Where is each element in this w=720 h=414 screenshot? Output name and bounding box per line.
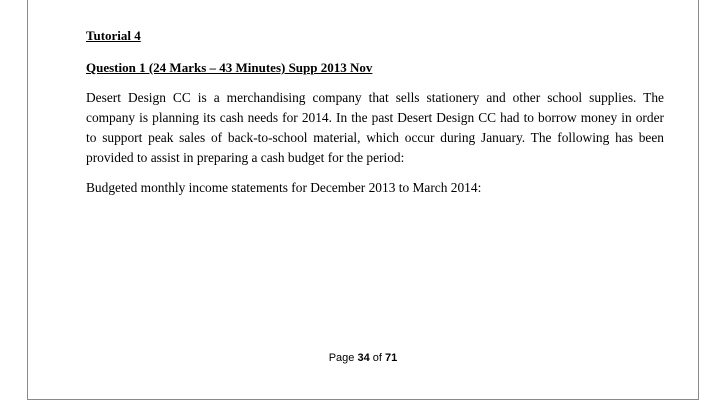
total-pages-number: 71 [385, 352, 398, 364]
question-title: Question 1 (24 Marks – 43 Minutes) Supp 2013 Nov [86, 60, 373, 75]
document-page [27, 0, 699, 400]
budget-intro-paragraph: Budgeted monthly income statements for December 2013 to March 2014: [86, 180, 482, 195]
tutorial-title: Tutorial 4 [86, 28, 141, 43]
page-content [86, 28, 664, 208]
page-label: Page [328, 352, 355, 364]
current-page-number: 34 [357, 352, 370, 364]
intro-paragraph: Desert Design CC is a merchandising company that sells stationery and other school supplies. The company is planning its cash needs for 2014. In the past Desert Design CC had to borrow money in order to support peak sales of back-to-school material, which occur during January. The following has been provided to assist in preparing a cash budget for the period: [86, 90, 664, 165]
of-label: of [372, 352, 382, 364]
page-footer [28, 352, 698, 364]
